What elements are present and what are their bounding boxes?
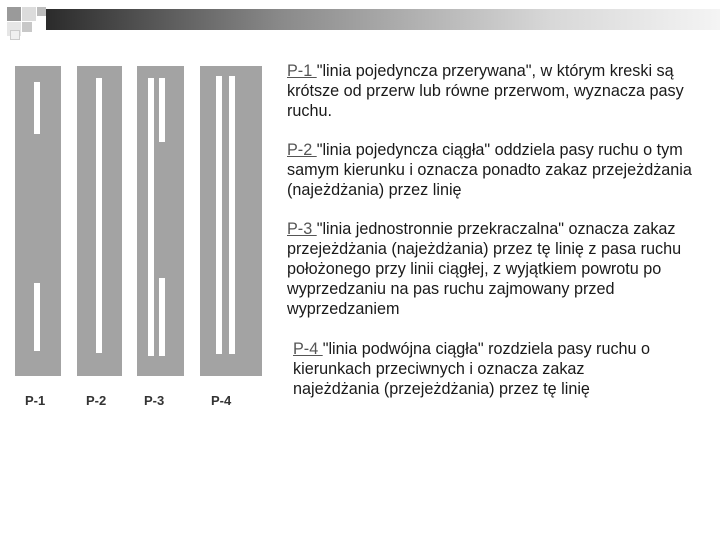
sign-label-p4: P-4 xyxy=(211,393,232,408)
description-p2 xyxy=(287,140,697,200)
dash-line-p1 xyxy=(34,82,40,134)
road-p3 xyxy=(137,66,184,376)
dash-line-p3 xyxy=(159,278,165,356)
dash-line-p1 xyxy=(34,283,40,351)
solid-line-p4-left xyxy=(216,76,222,354)
description-text: "linia jednostronnie przekraczalna" oznacza zakaz przejeżdżania (najeżdżania) przez tę linię z pasa ruchu położonego przy linii ciągłej, z wyjątkiem powrotu po wyprzedzaniu na pas ruchu zajmowany przed wyprzedzaniem xyxy=(287,220,682,318)
header-bar xyxy=(46,9,720,30)
corner-square xyxy=(22,22,32,32)
road-p1 xyxy=(15,66,61,376)
dash-line-p3 xyxy=(159,78,165,142)
sign-label-p1: P-1 xyxy=(25,393,46,408)
solid-line-p4-right xyxy=(229,76,235,354)
sign-label-p2: P-2 xyxy=(86,393,107,408)
corner-square xyxy=(22,7,36,21)
description-p1 xyxy=(287,61,697,121)
description-text: "linia pojedyncza ciągła" oddziela pasy ruchu o tym samym kierunku i oznacza ponadto zakaz przejeżdżania (najeżdżania) przez linię xyxy=(287,141,692,199)
solid-line-p2 xyxy=(96,78,102,353)
road-p4 xyxy=(200,66,262,376)
description-text: "linia pojedyncza przerywana", w którym kreski są krótsze od przerw lub równe przerwom, wyznacza pasy ruchu. xyxy=(287,62,684,120)
description-code: P-1 xyxy=(287,62,317,80)
corner-square xyxy=(10,30,20,40)
solid-line-p3 xyxy=(148,78,154,356)
corner-square xyxy=(7,7,21,21)
description-code: P-2 xyxy=(287,141,317,159)
corner-square xyxy=(37,7,46,16)
description-code: P-4 xyxy=(293,340,323,358)
description-code: P-3 xyxy=(287,220,317,238)
description-text: "linia podwójna ciągła" rozdziela pasy ruchu o kierunkach przeciwnych i oznacza zakaz najeżdżania (przejeżdżania) przez tę linię xyxy=(293,340,651,398)
road-p2 xyxy=(77,66,122,376)
description-p4 xyxy=(293,339,653,399)
sign-label-p3: P-3 xyxy=(144,393,165,408)
description-p3 xyxy=(287,219,697,319)
